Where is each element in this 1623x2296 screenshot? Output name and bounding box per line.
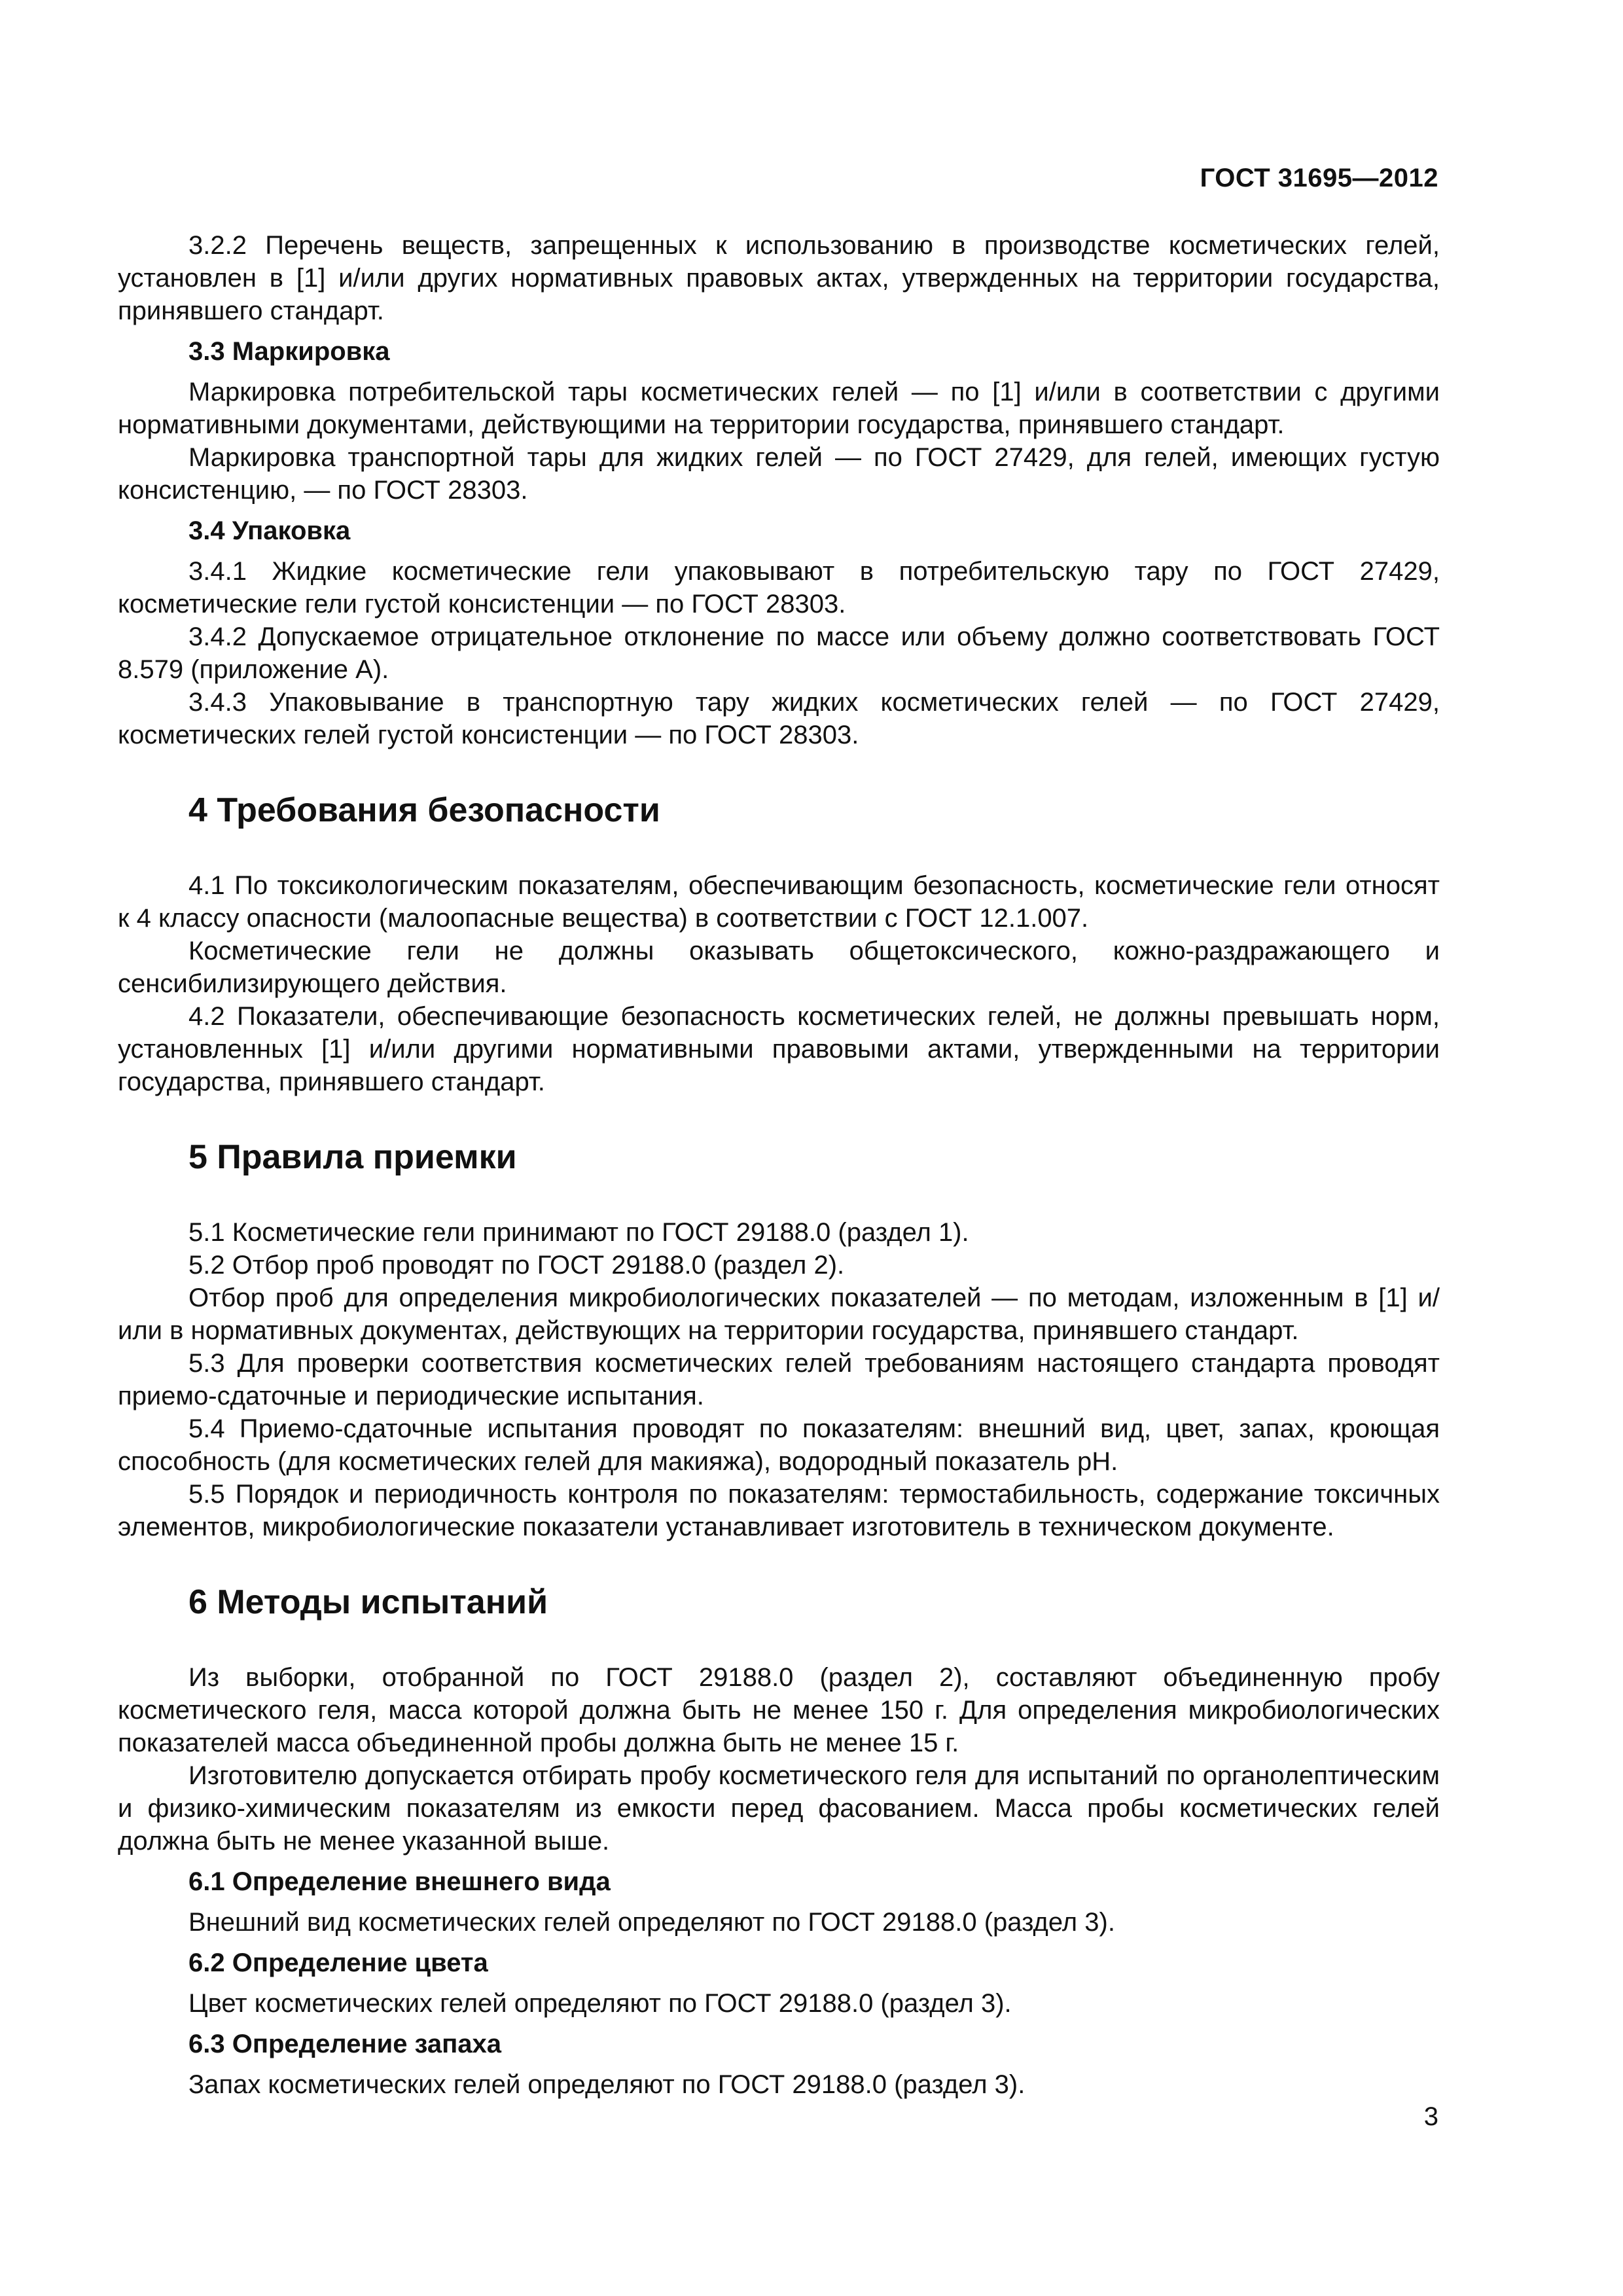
paragraph-6-3: Запах косметических гелей определяют по ГОСТ 29188.0 (раздел 3).	[188, 2070, 1026, 2099]
paragraph-6-1: Внешний вид косметических гелей определяют по ГОСТ 29188.0 (раздел 3).	[188, 1908, 1115, 1937]
paragraph-3-4-3: 3.4.3 Упаковывание в транспортную тару жидких косметических гелей — по ГОСТ 27429, косметических гелей густой консистенции — по ГОСТ 28303.	[118, 688, 1440, 749]
paragraph-5-2-continued: Отбор проб для определения микробиологических показателей — по методам, изложенным в [1] и/или в нормативных документах, действующих на территории государства, принявшего стандарт.	[118, 1283, 1440, 1345]
paragraph-4-1: 4.1 По токсикологическим показателям, обеспечивающим безопасность, косметические гели относят к 4 классу опасности (малоопасные вещества) в соответствии с ГОСТ 12.1.007.	[118, 871, 1440, 933]
subsection-heading-6-3: 6.3 Определение запаха	[188, 2030, 502, 2058]
paragraph-5-4: 5.4 Приемо-сдаточные испытания проводят по показателям: внешний вид, цвет, запах, кроющая способность (для косметических гелей для макияжа), водородный показатель рН.	[118, 1414, 1440, 1476]
paragraph-3-4-2: 3.4.2 Допускаемое отрицательное отклонение по массе или объему должно соответствовать ГОСТ 8.579 (приложение А).	[118, 622, 1440, 684]
paragraph-5-1: 5.1 Косметические гели принимают по ГОСТ 29188.0 (раздел 1).	[188, 1218, 969, 1247]
paragraph-3-4-1: 3.4.1 Жидкие косметические гели упаковывают в потребительскую тару по ГОСТ 27429, косметические гели густой консистенции — по ГОСТ 28303.	[118, 557, 1440, 619]
paragraph-3-2-2: 3.2.2 Перечень веществ, запрещенных к использованию в производстве косметических гелей, установлен в [1] и/или других нормативных правовых актах, утвержденных на территории государства, принявшего стандарт.	[118, 231, 1440, 325]
paragraph-4-1-continued: Косметические гели не должны оказывать общетоксического, кожно-раздражающего и сенсибилизирующего действия.	[118, 937, 1440, 998]
section-4-title: 4 Требования безопасности	[188, 791, 660, 829]
paragraph-5-3: 5.3 Для проверки соответствия косметических гелей требованиям настоящего стандарта проводят приемо-сдаточные и периодические испытания.	[118, 1349, 1440, 1410]
section-5-title: 5 Правила приемки	[188, 1138, 517, 1176]
subsection-heading-6-2: 6.2 Определение цвета	[188, 1948, 488, 1977]
paragraph-5-5: 5.5 Порядок и периодичность контроля по показателям: термостабильность, содержание токсичных элементов, микробиологические показатели устанавливает изготовитель в техническом документе.	[118, 1480, 1440, 1541]
subsection-heading-3-4: 3.4 Упаковка	[188, 516, 351, 545]
section-6-title: 6 Методы испытаний	[188, 1583, 548, 1621]
paragraph-6-2: Цвет косметических гелей определяют по ГОСТ 29188.0 (раздел 3).	[188, 1989, 1012, 2018]
document-body	[118, 229, 1440, 2101]
paragraph-6-sampling: Из выборки, отобранной по ГОСТ 29188.0 (раздел 2), составляют объединенную пробу косметического геля, масса которой должна быть не менее 150 г. Для определения микробиологических показателей масса объединенной пробы должна быть не менее 15 г.	[118, 1663, 1440, 1757]
paragraph-3-3-consumer-marking: Маркировка потребительской тары косметических гелей — по [1] и/или в соответствии с другими нормативными документами, действующими на территории государства, принявшего стандарт.	[118, 378, 1440, 439]
paragraph-5-2: 5.2 Отбор проб проводят по ГОСТ 29188.0 (раздел 2).	[188, 1251, 845, 1280]
paragraph-4-2: 4.2 Показатели, обеспечивающие безопасность косметических гелей, не должны превышать норм, установленных [1] и/или другими нормативными правовыми актами, утвержденными на территории государства, принявшего стандарт.	[118, 1002, 1440, 1096]
subsection-heading-6-1: 6.1 Определение внешнего вида	[188, 1867, 611, 1896]
page-number: 3	[1423, 2102, 1438, 2131]
standard-code-header: ГОСТ 31695—2012	[1200, 164, 1438, 192]
paragraph-6-manufacturer-sampling: Изготовителю допускается отбирать пробу косметического геля для испытаний по органолептическим и физико-химическим показателям из емкости перед фасованием. Масса пробы косметических гелей должна быть не менее указанной выше.	[118, 1761, 1440, 1856]
paragraph-3-3-transport-marking: Маркировка транспортной тары для жидких гелей — по ГОСТ 27429, для гелей, имеющих густую консистенцию, — по ГОСТ 28303.	[118, 443, 1440, 505]
subsection-heading-3-3: 3.3 Маркировка	[188, 337, 390, 366]
